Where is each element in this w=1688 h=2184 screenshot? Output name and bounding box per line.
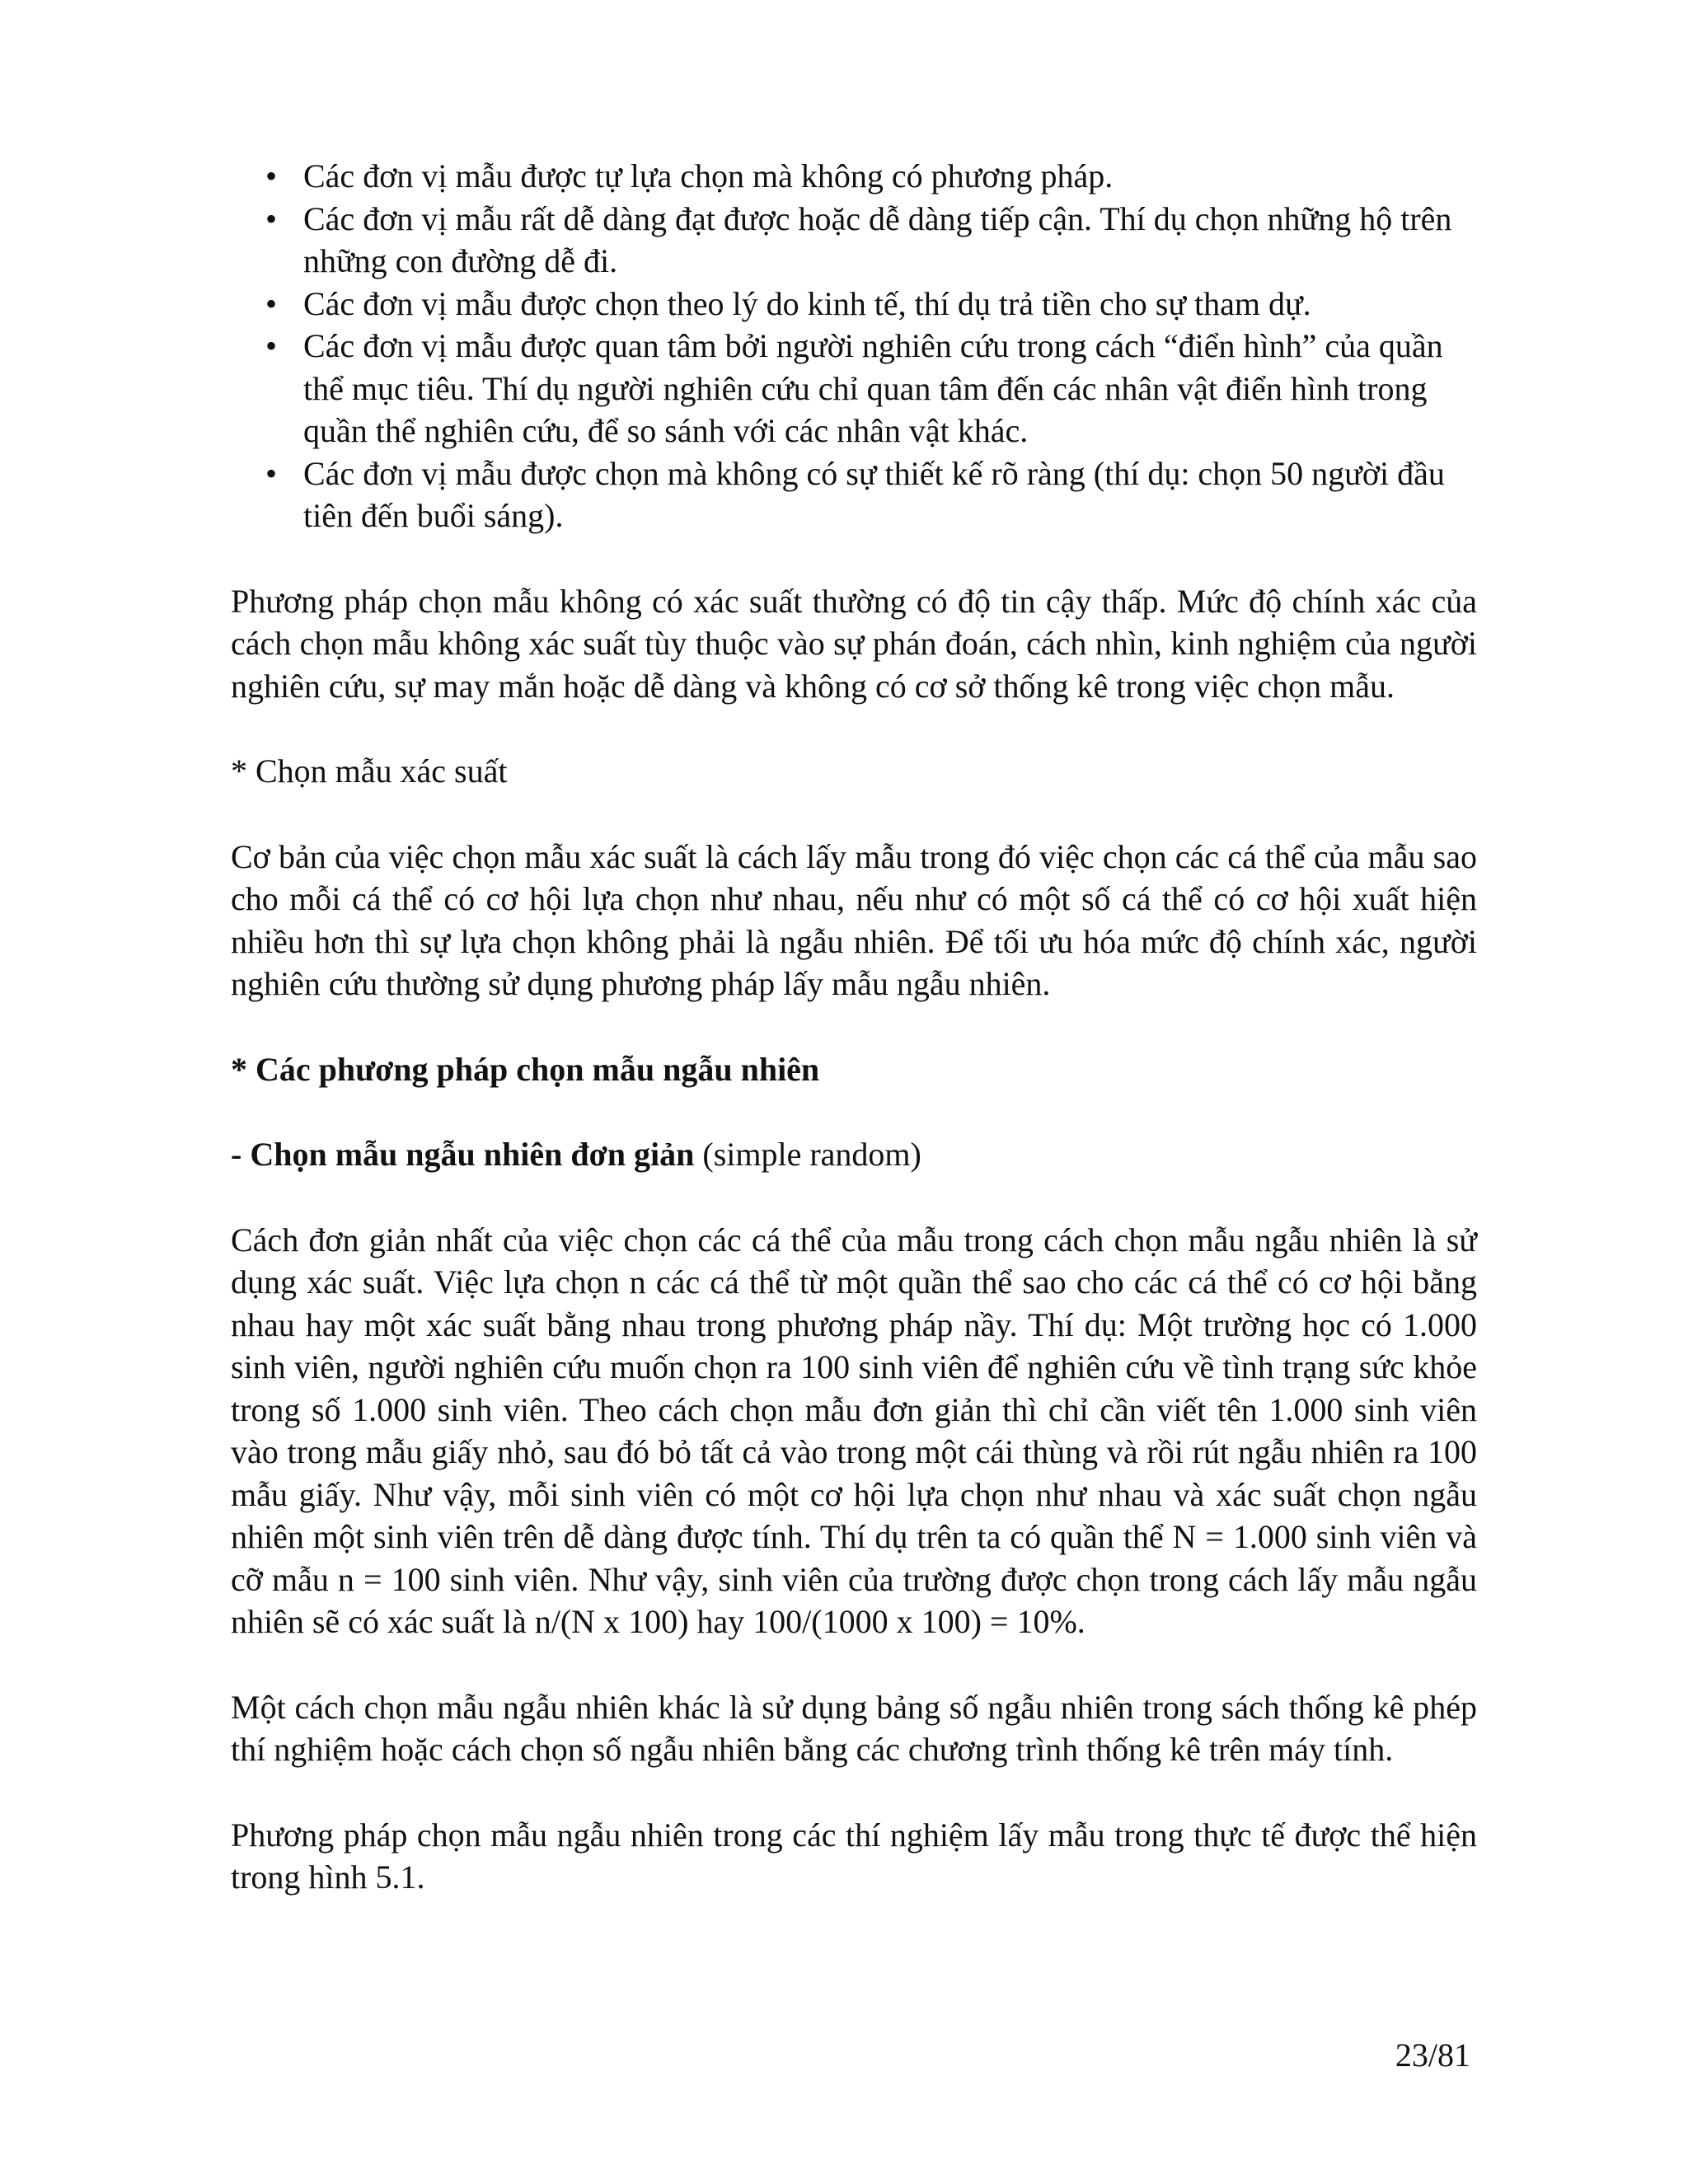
- paragraph-random-table: Một cách chọn mẫu ngẫu nhiên khác là sử dụng bảng số ngẫu nhiên trong sách thống kê phép thí nghiệm hoặc cách chọn số ngẫu nhiên bằng các chương trình thống kê trên máy tính.: [231, 1688, 1477, 1768]
- bullet-icon: •: [265, 454, 278, 492]
- heading-simple-random-bold: - Chọn mẫu ngẫu nhiên đơn giản: [231, 1136, 695, 1173]
- bullet-icon: •: [265, 327, 278, 364]
- bullet-text: Các đơn vị mẫu được quan tâm bởi người nghiên cứu trong cách “điển hình” của quần thể mục tiêu. Thí dụ người nghiên cứu chỉ quan tâm đến các nhân vật điển hình trong quần thể nghiên cứu, để so sánh với các nhân vật khác.: [303, 327, 1443, 449]
- bullet-item: [265, 155, 1477, 198]
- heading-probability-sampling: * Chọn mẫu xác suất: [231, 752, 508, 790]
- bullet-item: [265, 325, 1477, 452]
- bullet-item: [265, 198, 1477, 283]
- document-body: [231, 155, 1477, 1899]
- paragraph-nonprobability: Phương pháp chọn mẫu không có xác suất thường có độ tin cậy thấp. Mức độ chính xác của cách chọn mẫu không xác suất tùy thuộc vào sự phán đoán, cách nhìn, kinh nghiệm của người nghiên cứu, sự may mắn hoặc dễ dàng và không có cơ sở thống kê trong việc chọn mẫu.: [231, 582, 1477, 705]
- heading-simple-random-suffix: (simple random): [694, 1136, 921, 1173]
- bullet-item: [265, 283, 1477, 326]
- bullet-icon: •: [265, 157, 278, 194]
- heading-random-methods: * Các phương pháp chọn mẫu ngẫu nhiên: [231, 1050, 820, 1088]
- bullet-icon: •: [265, 199, 278, 237]
- paragraph-figure-reference: Phương pháp chọn mẫu ngẫu nhiên trong các thí nghiệm lấy mẫu trong thực tế được thể hiện trong hình 5.1.: [231, 1816, 1477, 1896]
- page-number: 23/81: [1395, 2036, 1470, 2074]
- bullet-list: [231, 155, 1477, 537]
- heading-simple-random: [231, 1133, 1477, 1176]
- bullet-text: Các đơn vị mẫu được tự lựa chọn mà không có phương pháp.: [303, 157, 1114, 194]
- bullet-text: Các đơn vị mẫu được chọn theo lý do kinh tế, thí dụ trả tiền cho sự tham dự.: [303, 284, 1311, 322]
- bullet-text: Các đơn vị mẫu được chọn mà không có sự thiết kế rõ ràng (thí dụ: chọn 50 người đầu tiên đến buổi sáng).: [303, 454, 1445, 534]
- paragraph-simple-random: Cách đơn giản nhất của việc chọn các cá thể của mẫu trong cách chọn mẫu ngẫu nhiên là sử dụng xác suất. Việc lựa chọn n các cá thể từ một quần thể sao cho các cá thể có cơ hội bằng nhau hay một xác suất bằng nhau trong phương pháp nầy. Thí dụ: Một trường học có 1.000 sinh viên, người nghiên cứu muốn chọn ra 100 sinh viên để nghiên cứu về tình trạng sức khỏe trong số 1.000 sinh viên. Theo cách chọn mẫu đơn giản thì chỉ cần viết tên 1.000 sinh viên vào trong mẫu giấy nhỏ, sau đó bỏ tất cả vào trong một cái thùng và rồi rút ngẫu nhiên ra 100 mẫu giấy. Như vậy, mỗi sinh viên có một cơ hội lựa chọn như nhau và xác suất chọn ngẫu nhiên một sinh viên trên dễ dàng được tính. Thí dụ trên ta có quần thể N = 1.000 sinh viên và cỡ mẫu n = 100 sinh viên. Như vậy, sinh viên của trường được chọn trong cách lấy mẫu ngẫu nhiên sẽ có xác suất là n/(N x 100) hay 100/(1000 x 100) = 10%.: [231, 1221, 1477, 1640]
- bullet-icon: •: [265, 284, 278, 322]
- bullet-text: Các đơn vị mẫu rất dễ dàng đạt được hoặc dễ dàng tiếp cận. Thí dụ chọn những hộ trên những con đường dễ đi.: [303, 199, 1452, 279]
- paragraph-probability: Cơ bản của việc chọn mẫu xác suất là cách lấy mẫu trong đó việc chọn các cá thể của mẫu sao cho mỗi cá thể có cơ hội lựa chọn như nhau, nếu như có một số cá thể có cơ hội xuất hiện nhiều hơn thì sự lựa chọn không phải là ngẫu nhiên. Để tối ưu hóa mức độ chính xác, người nghiên cứu thường sử dụng phương pháp lấy mẫu ngẫu nhiên.: [231, 837, 1477, 1002]
- bullet-item: [265, 452, 1477, 537]
